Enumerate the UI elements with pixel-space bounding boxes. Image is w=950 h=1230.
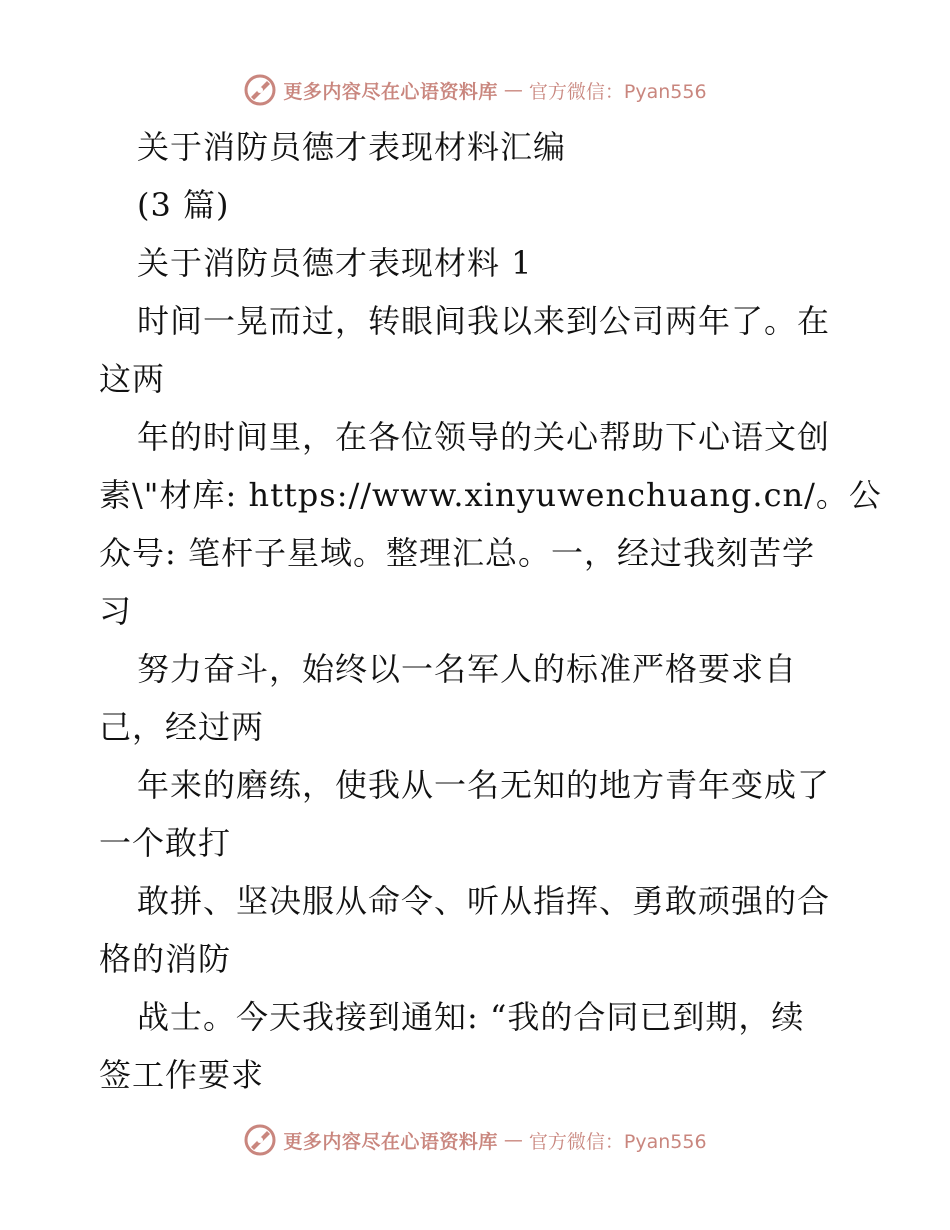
body-line: 战士。今天我接到通知: “我的合同已到期，续	[137, 998, 805, 1036]
body-line: 年的时间里，在各位领导的关心帮助下心语文创	[137, 418, 831, 456]
watermark-text: 更多内容尽在心语资料库	[283, 80, 498, 103]
watermark-contact: 官方微信：Pyan556	[528, 1130, 707, 1153]
brand-logo-icon	[243, 1123, 277, 1157]
header-watermark	[0, 70, 950, 110]
brand-logo-icon	[243, 73, 277, 107]
watermark-separator: —	[503, 1129, 523, 1151]
body-line: 年来的磨练，使我从一名无知的地方青年变成了	[137, 766, 831, 804]
watermark-text: 更多内容尽在心语资料库	[283, 1130, 498, 1153]
body-line: 众号: 笔杆子星域。整理汇总。一，经过我刻苦学	[99, 534, 815, 572]
body-line: 时间一晃而过，转眼间我以来到公司两年了。在	[137, 302, 831, 340]
body-line: 这两	[99, 360, 166, 398]
watermark-separator: —	[503, 79, 523, 101]
body-line: 敢拼、坚决服从命令、听从指挥、勇敢顽强的合	[137, 882, 831, 920]
footer-watermark	[0, 1120, 950, 1160]
body-line: 签工作要求	[99, 1056, 265, 1094]
body-line: 一个敢打	[99, 824, 232, 862]
document-title: 关于消防员德才表现材料汇编	[137, 128, 567, 166]
body-line: 格的消防	[99, 940, 232, 978]
section-heading: 关于消防员德才表现材料 1	[137, 244, 533, 282]
body-line: 素\"材库: https://www.xinyuwenchuang.cn/。公	[99, 476, 882, 514]
watermark-contact: 官方微信：Pyan556	[528, 80, 707, 103]
body-line: 习	[99, 592, 133, 630]
body-line: 努力奋斗，始终以一名军人的标准严格要求自	[137, 650, 798, 688]
body-line: 己，经过两	[99, 708, 265, 746]
document-body	[99, 118, 882, 1104]
document-subtitle: (3 篇)	[137, 186, 230, 224]
